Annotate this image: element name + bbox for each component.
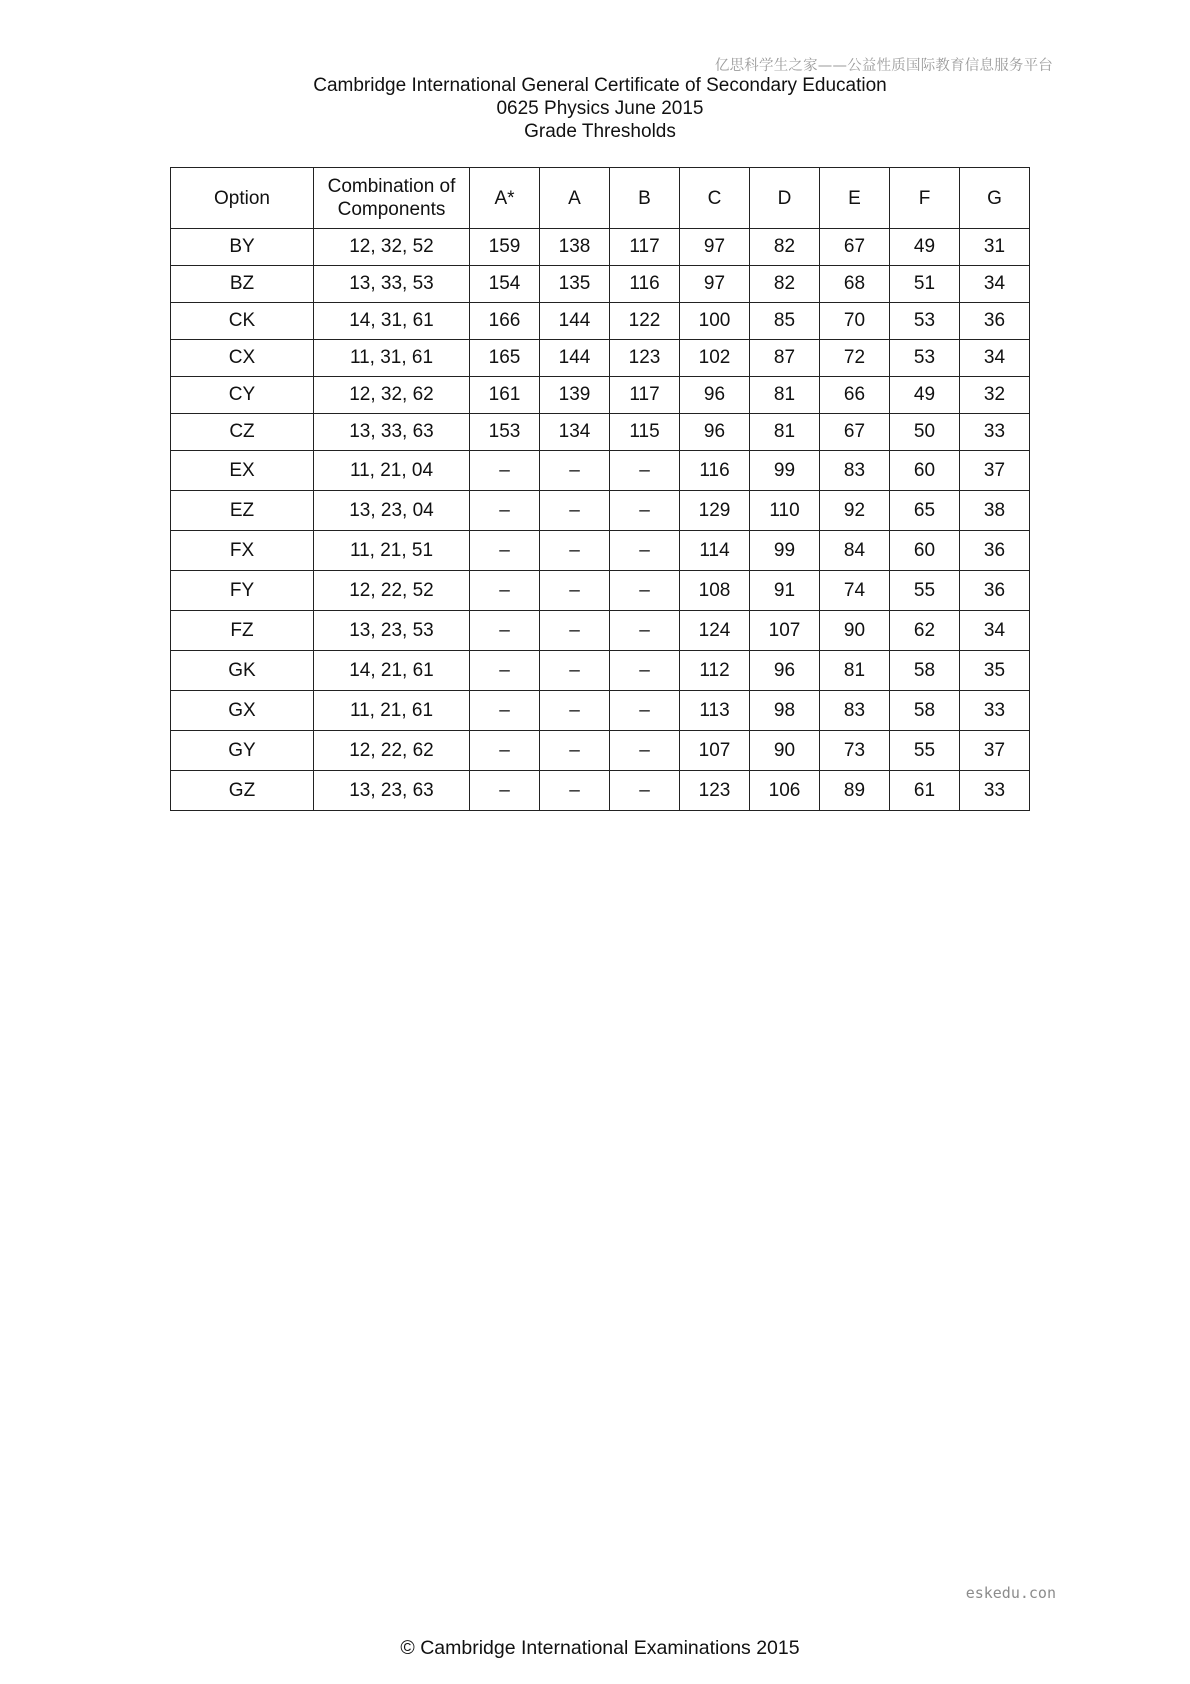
cell-grade-c: 102 [680, 340, 750, 377]
cell-grade-f: 53 [890, 340, 960, 377]
cell-grade-c: 97 [680, 266, 750, 303]
cell-grade-g: 36 [960, 303, 1030, 340]
cell-grade-a-star: – [470, 611, 540, 651]
cell-grade-d: 91 [750, 571, 820, 611]
cell-grade-b: – [610, 531, 680, 571]
cell-grade-g: 37 [960, 731, 1030, 771]
cell-grade-e: 67 [820, 229, 890, 266]
cell-grade-c: 116 [680, 451, 750, 491]
cell-combination: 11, 21, 61 [314, 691, 470, 731]
cell-grade-f: 62 [890, 611, 960, 651]
cell-grade-c: 108 [680, 571, 750, 611]
cell-option: BZ [171, 266, 314, 303]
cell-grade-b: 117 [610, 377, 680, 414]
cell-grade-g: 36 [960, 531, 1030, 571]
cell-option: FX [171, 531, 314, 571]
cell-grade-g: 33 [960, 414, 1030, 451]
cell-grade-d: 99 [750, 531, 820, 571]
cell-grade-b: – [610, 651, 680, 691]
cell-grade-e: 81 [820, 651, 890, 691]
cell-grade-c: 96 [680, 414, 750, 451]
cell-grade-d: 81 [750, 414, 820, 451]
cell-grade-b: – [610, 451, 680, 491]
grade-thresholds-table [170, 167, 1030, 811]
cell-grade-f: 51 [890, 266, 960, 303]
cell-grade-c: 97 [680, 229, 750, 266]
cell-grade-a: – [540, 611, 610, 651]
header-title: Cambridge International General Certificate of Secondary Education [313, 75, 887, 96]
cell-grade-g: 31 [960, 229, 1030, 266]
table-row [171, 571, 1030, 611]
cell-combination: 12, 32, 52 [314, 229, 470, 266]
cell-grade-a-star: – [470, 651, 540, 691]
cell-combination: 11, 21, 04 [314, 451, 470, 491]
cell-option: CK [171, 303, 314, 340]
cell-combination: 13, 33, 53 [314, 266, 470, 303]
cell-grade-a: – [540, 731, 610, 771]
table-row [171, 771, 1030, 811]
cell-grade-f: 49 [890, 377, 960, 414]
table-row [171, 340, 1030, 377]
table-row [171, 414, 1030, 451]
cell-grade-c: 107 [680, 731, 750, 771]
cell-option: CY [171, 377, 314, 414]
cell-option: BY [171, 229, 314, 266]
cell-option: CX [171, 340, 314, 377]
cell-option: CZ [171, 414, 314, 451]
cell-grade-e: 74 [820, 571, 890, 611]
header-grade-g: G [960, 168, 1030, 229]
cell-combination: 12, 22, 62 [314, 731, 470, 771]
cell-grade-d: 82 [750, 229, 820, 266]
cell-option: GY [171, 731, 314, 771]
cell-grade-a-star: – [470, 451, 540, 491]
table-row [171, 377, 1030, 414]
cell-grade-d: 98 [750, 691, 820, 731]
header-grade-f: F [890, 168, 960, 229]
header-subtitle: Grade Thresholds [524, 121, 676, 142]
cell-grade-e: 66 [820, 377, 890, 414]
table-row [171, 229, 1030, 266]
cell-grade-a-star: 153 [470, 414, 540, 451]
cell-grade-g: 36 [960, 571, 1030, 611]
cell-grade-a: 138 [540, 229, 610, 266]
cell-combination: 14, 31, 61 [314, 303, 470, 340]
cell-grade-g: 32 [960, 377, 1030, 414]
cell-combination: 14, 21, 61 [314, 651, 470, 691]
cell-grade-b: – [610, 771, 680, 811]
cell-grade-b: 122 [610, 303, 680, 340]
cell-grade-b: 116 [610, 266, 680, 303]
cell-grade-b: – [610, 731, 680, 771]
cell-option: GZ [171, 771, 314, 811]
cell-combination: 11, 21, 51 [314, 531, 470, 571]
cell-grade-e: 83 [820, 691, 890, 731]
cell-grade-a-star: – [470, 771, 540, 811]
cell-grade-a-star: 159 [470, 229, 540, 266]
cell-grade-e: 92 [820, 491, 890, 531]
table-row [171, 611, 1030, 651]
cell-grade-c: 100 [680, 303, 750, 340]
cell-combination: 13, 23, 04 [314, 491, 470, 531]
cell-grade-d: 106 [750, 771, 820, 811]
cell-grade-e: 70 [820, 303, 890, 340]
cell-grade-f: 60 [890, 531, 960, 571]
cell-grade-b: – [610, 491, 680, 531]
cell-grade-e: 73 [820, 731, 890, 771]
header-grade-e: E [820, 168, 890, 229]
cell-grade-c: 112 [680, 651, 750, 691]
cell-grade-c: 129 [680, 491, 750, 531]
cell-grade-f: 58 [890, 691, 960, 731]
cell-grade-f: 50 [890, 414, 960, 451]
cell-grade-a: 144 [540, 340, 610, 377]
cell-grade-b: – [610, 691, 680, 731]
cell-combination: 12, 32, 62 [314, 377, 470, 414]
header-grade-b: B [610, 168, 680, 229]
cell-grade-e: 72 [820, 340, 890, 377]
cell-combination: 13, 33, 63 [314, 414, 470, 451]
cell-grade-f: 53 [890, 303, 960, 340]
cell-grade-d: 87 [750, 340, 820, 377]
cell-grade-d: 107 [750, 611, 820, 651]
cell-grade-a: – [540, 531, 610, 571]
cell-grade-e: 68 [820, 266, 890, 303]
cell-grade-f: 49 [890, 229, 960, 266]
cell-grade-e: 67 [820, 414, 890, 451]
cell-grade-b: – [610, 611, 680, 651]
table-row [171, 731, 1030, 771]
cell-grade-a-star: – [470, 491, 540, 531]
cell-grade-a: – [540, 771, 610, 811]
table-header-row [171, 168, 1030, 229]
cell-grade-a: – [540, 571, 610, 611]
cell-option: GX [171, 691, 314, 731]
cell-grade-d: 82 [750, 266, 820, 303]
cell-grade-g: 37 [960, 451, 1030, 491]
table-row [171, 691, 1030, 731]
cell-grade-g: 34 [960, 266, 1030, 303]
table-row [171, 451, 1030, 491]
cell-grade-d: 96 [750, 651, 820, 691]
cell-grade-e: 90 [820, 611, 890, 651]
cell-grade-a-star: – [470, 691, 540, 731]
cell-grade-c: 114 [680, 531, 750, 571]
cell-grade-g: 38 [960, 491, 1030, 531]
table-row [171, 303, 1030, 340]
cell-grade-a: 139 [540, 377, 610, 414]
cell-grade-f: 58 [890, 651, 960, 691]
copyright-footer: © Cambridge International Examinations 2015 [400, 1637, 800, 1659]
table-row [171, 491, 1030, 531]
table-row [171, 266, 1030, 303]
table-row [171, 531, 1030, 571]
cell-combination: 13, 23, 63 [314, 771, 470, 811]
cell-grade-a: 144 [540, 303, 610, 340]
cell-grade-a: 134 [540, 414, 610, 451]
header-grade-a-star: A* [470, 168, 540, 229]
cell-option: FY [171, 571, 314, 611]
cell-grade-a: – [540, 691, 610, 731]
header-combination: Combination of Components [314, 168, 470, 229]
cell-grade-g: 33 [960, 771, 1030, 811]
watermark-bottom: eskedu.con [965, 1584, 1056, 1602]
cell-grade-b: 117 [610, 229, 680, 266]
cell-grade-a: – [540, 451, 610, 491]
cell-grade-f: 60 [890, 451, 960, 491]
header-grade-a: A [540, 168, 610, 229]
header-grade-c: C [680, 168, 750, 229]
table-row [171, 651, 1030, 691]
cell-grade-e: 89 [820, 771, 890, 811]
cell-grade-c: 96 [680, 377, 750, 414]
header-option: Option [171, 168, 314, 229]
cell-option: EX [171, 451, 314, 491]
cell-combination: 13, 23, 53 [314, 611, 470, 651]
cell-grade-a-star: – [470, 731, 540, 771]
cell-grade-d: 99 [750, 451, 820, 491]
cell-grade-e: 84 [820, 531, 890, 571]
cell-grade-e: 83 [820, 451, 890, 491]
watermark-top: 亿思科学生之家——公益性质国际教育信息服务平台 [714, 58, 1053, 74]
cell-combination: 11, 31, 61 [314, 340, 470, 377]
header-subject: 0625 Physics June 2015 [496, 98, 704, 119]
cell-grade-b: 123 [610, 340, 680, 377]
cell-grade-a-star: – [470, 571, 540, 611]
cell-grade-f: 55 [890, 571, 960, 611]
cell-grade-a-star: 161 [470, 377, 540, 414]
cell-grade-f: 65 [890, 491, 960, 531]
cell-grade-a: – [540, 491, 610, 531]
cell-grade-g: 35 [960, 651, 1030, 691]
cell-grade-g: 33 [960, 691, 1030, 731]
cell-grade-c: 123 [680, 771, 750, 811]
table-body [171, 229, 1030, 811]
cell-option: EZ [171, 491, 314, 531]
cell-option: FZ [171, 611, 314, 651]
cell-grade-a-star: – [470, 531, 540, 571]
cell-grade-a-star: 165 [470, 340, 540, 377]
cell-grade-f: 61 [890, 771, 960, 811]
cell-grade-d: 90 [750, 731, 820, 771]
cell-grade-f: 55 [890, 731, 960, 771]
cell-grade-g: 34 [960, 611, 1030, 651]
cell-grade-b: 115 [610, 414, 680, 451]
cell-grade-d: 110 [750, 491, 820, 531]
document-header [0, 74, 1190, 143]
cell-grade-a-star: 166 [470, 303, 540, 340]
cell-grade-b: – [610, 571, 680, 611]
cell-grade-a: – [540, 651, 610, 691]
cell-grade-c: 124 [680, 611, 750, 651]
cell-grade-g: 34 [960, 340, 1030, 377]
cell-grade-c: 113 [680, 691, 750, 731]
header-grade-d: D [750, 168, 820, 229]
cell-grade-a-star: 154 [470, 266, 540, 303]
cell-grade-a: 135 [540, 266, 610, 303]
cell-grade-d: 85 [750, 303, 820, 340]
cell-grade-d: 81 [750, 377, 820, 414]
cell-combination: 12, 22, 52 [314, 571, 470, 611]
cell-option: GK [171, 651, 314, 691]
